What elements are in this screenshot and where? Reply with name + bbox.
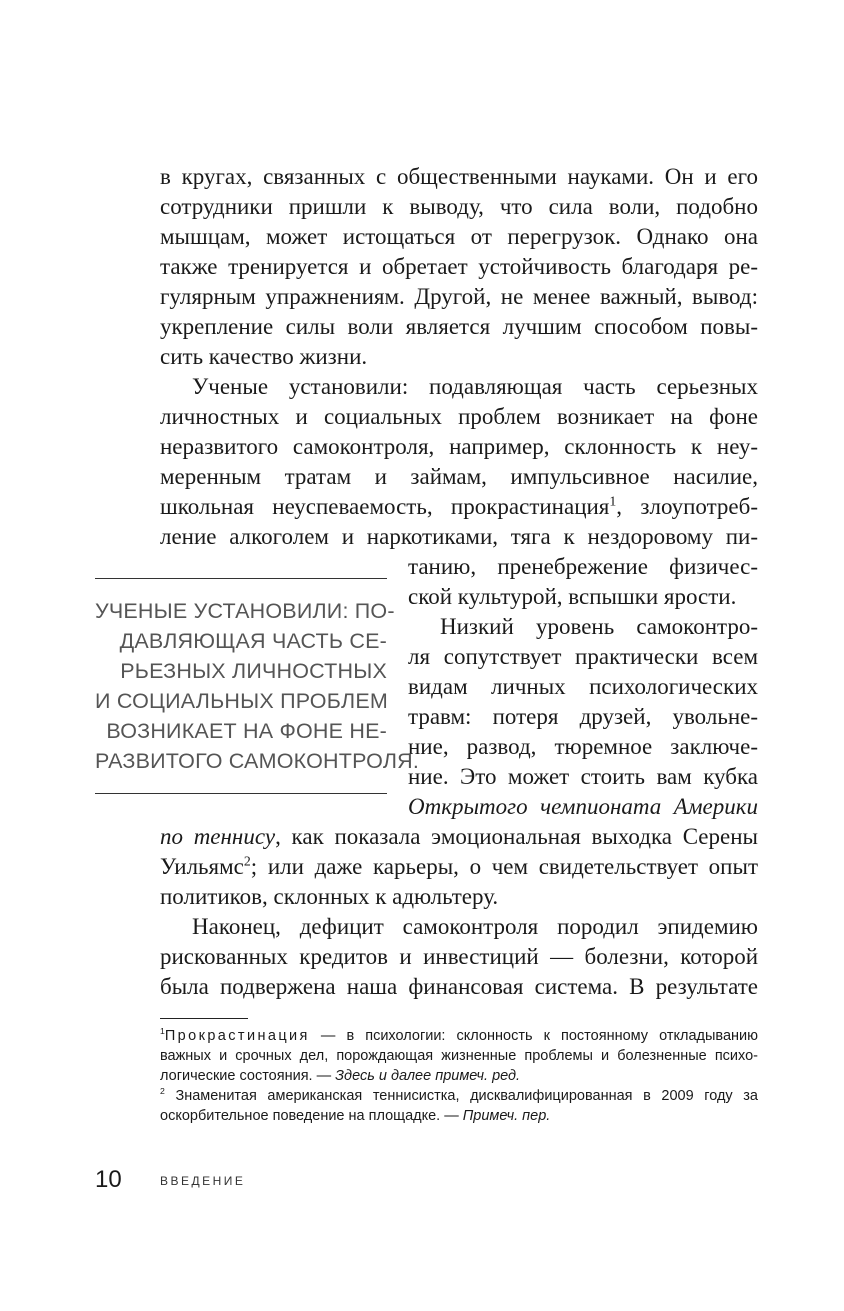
body-line: политиков, склонных к адюльтеру.: [160, 884, 499, 909]
footnote-mark: 1: [160, 1026, 165, 1037]
pull-quote-line: ДАВЛЯЮЩАЯ ЧАСТЬ СЕ-: [119, 629, 387, 653]
pull-quote-line: И СОЦИАЛЬНЫХ ПРОБЛЕМ: [95, 689, 388, 713]
body-text: , злоупотреб-: [616, 494, 758, 519]
body-line: неразвитого самоконтроля, например, склонность к неу-: [160, 434, 758, 459]
body-line: ление алкоголем и наркотиками, тяга к нездоровому пи-: [160, 524, 758, 549]
body-text: ; или даже карьеры, о чем свидетельствует опыт: [250, 854, 758, 879]
body-line: сотрудники пришли к выводу, что сила воли, подобно: [160, 194, 758, 219]
body-line: ля сопутствует практически всем: [408, 644, 758, 669]
footnote-text: логические состояния. —: [160, 1068, 336, 1084]
footnote-divider: [160, 1018, 248, 1019]
body-line: Низкий уровень самоконтро-: [440, 614, 758, 639]
body-line: Ученые установили: подавляющая часть серьезных: [192, 374, 758, 399]
body-line: травм: потеря друзей, увольне-: [408, 704, 758, 729]
footnote-mark: 2: [160, 1086, 165, 1097]
body-text: , как показала эмоциональная выходка Серены: [275, 824, 758, 849]
body-line: в кругах, связанных с общественными науками. Он и его: [160, 164, 758, 189]
footnote-ref-1[interactable]: 1: [609, 493, 617, 509]
pull-quote-line: РЬЕЗНЫХ ЛИЧНОСТНЫХ: [120, 659, 387, 683]
body-line: Открытого чемпионата Америки: [408, 794, 758, 819]
body-line: Наконец, дефицит самоконтроля породил эпидемию: [192, 914, 758, 939]
body-line: ние, развод, тюремное заключе-: [408, 734, 758, 759]
footnote-text: — в психологии: склонность к постоянному откладыванию: [309, 1028, 758, 1044]
footnote-ref-2[interactable]: 2: [243, 853, 251, 869]
page-number: 10: [95, 1166, 122, 1193]
body-line: [160, 852, 758, 882]
body-line: также тренируется и обретает устойчивость благодаря ре-: [160, 254, 758, 279]
body-text-italic: по теннису: [160, 824, 276, 849]
section-label: ВВЕДЕНИЕ: [160, 1174, 246, 1188]
pull-quote-line: УЧЕНЫЕ УСТАНОВИЛИ: ПО-: [95, 599, 395, 623]
footnote-2: [160, 1086, 758, 1106]
body-line: укрепление силы воли является лучшим способом повы-: [160, 314, 758, 339]
body-line: мышцам, может истощаться от перегрузок. Однако она: [160, 224, 758, 249]
footnote-line: важных и срочных дел, порождающая жизненные проблемы и болезненные психо-: [160, 1048, 758, 1064]
body-line: была подвержена наша финансовая система. В результате: [160, 974, 758, 999]
footnote-text: оскорбительное поведение на площадке. —: [160, 1108, 463, 1124]
body-line: гулярным упражнениям. Другой, не менее важный, вывод:: [160, 284, 758, 309]
footnote-term: Прокрастинация: [164, 1028, 310, 1044]
pull-quote-line: РАЗВИТОГО САМОКОНТРОЛЯ.: [95, 749, 420, 773]
body-text: школьная неуспеваемость, прокрастинация: [160, 494, 610, 519]
pull-quote: [95, 578, 420, 794]
footnote-line: [160, 1066, 520, 1086]
body-line: танию, пренебрежение физичес-: [408, 554, 758, 579]
body-line: сить качество жизни.: [160, 344, 368, 369]
footnote-note: Здесь и далее примеч. ред.: [335, 1068, 521, 1084]
body-line: [160, 492, 758, 522]
body-line: [160, 822, 758, 852]
body-line: рискованных кредитов и инвестиций — болезни, которой: [160, 944, 758, 969]
body-line: ние. Это может стоить вам кубка: [408, 764, 758, 789]
body-line: ской культурой, вспышки ярости.: [408, 584, 737, 609]
footnote-line: [160, 1106, 550, 1126]
body-line: меренным тратам и займам, импульсивное насилие,: [160, 464, 758, 489]
footnote-note: Примеч. пер.: [462, 1108, 551, 1124]
body-line: видам личных психологических: [408, 674, 758, 699]
footnote-text: Знаменитая американская теннисистка, дисквалифицированная в 2009 году за: [164, 1088, 758, 1104]
body-text: Уильямс: [160, 854, 244, 879]
footnote-1: [160, 1026, 758, 1046]
pull-quote-line: ВОЗНИКАЕТ НА ФОНЕ НЕ-: [106, 719, 387, 743]
body-line: личностных и социальных проблем возникает на фоне: [160, 404, 758, 429]
